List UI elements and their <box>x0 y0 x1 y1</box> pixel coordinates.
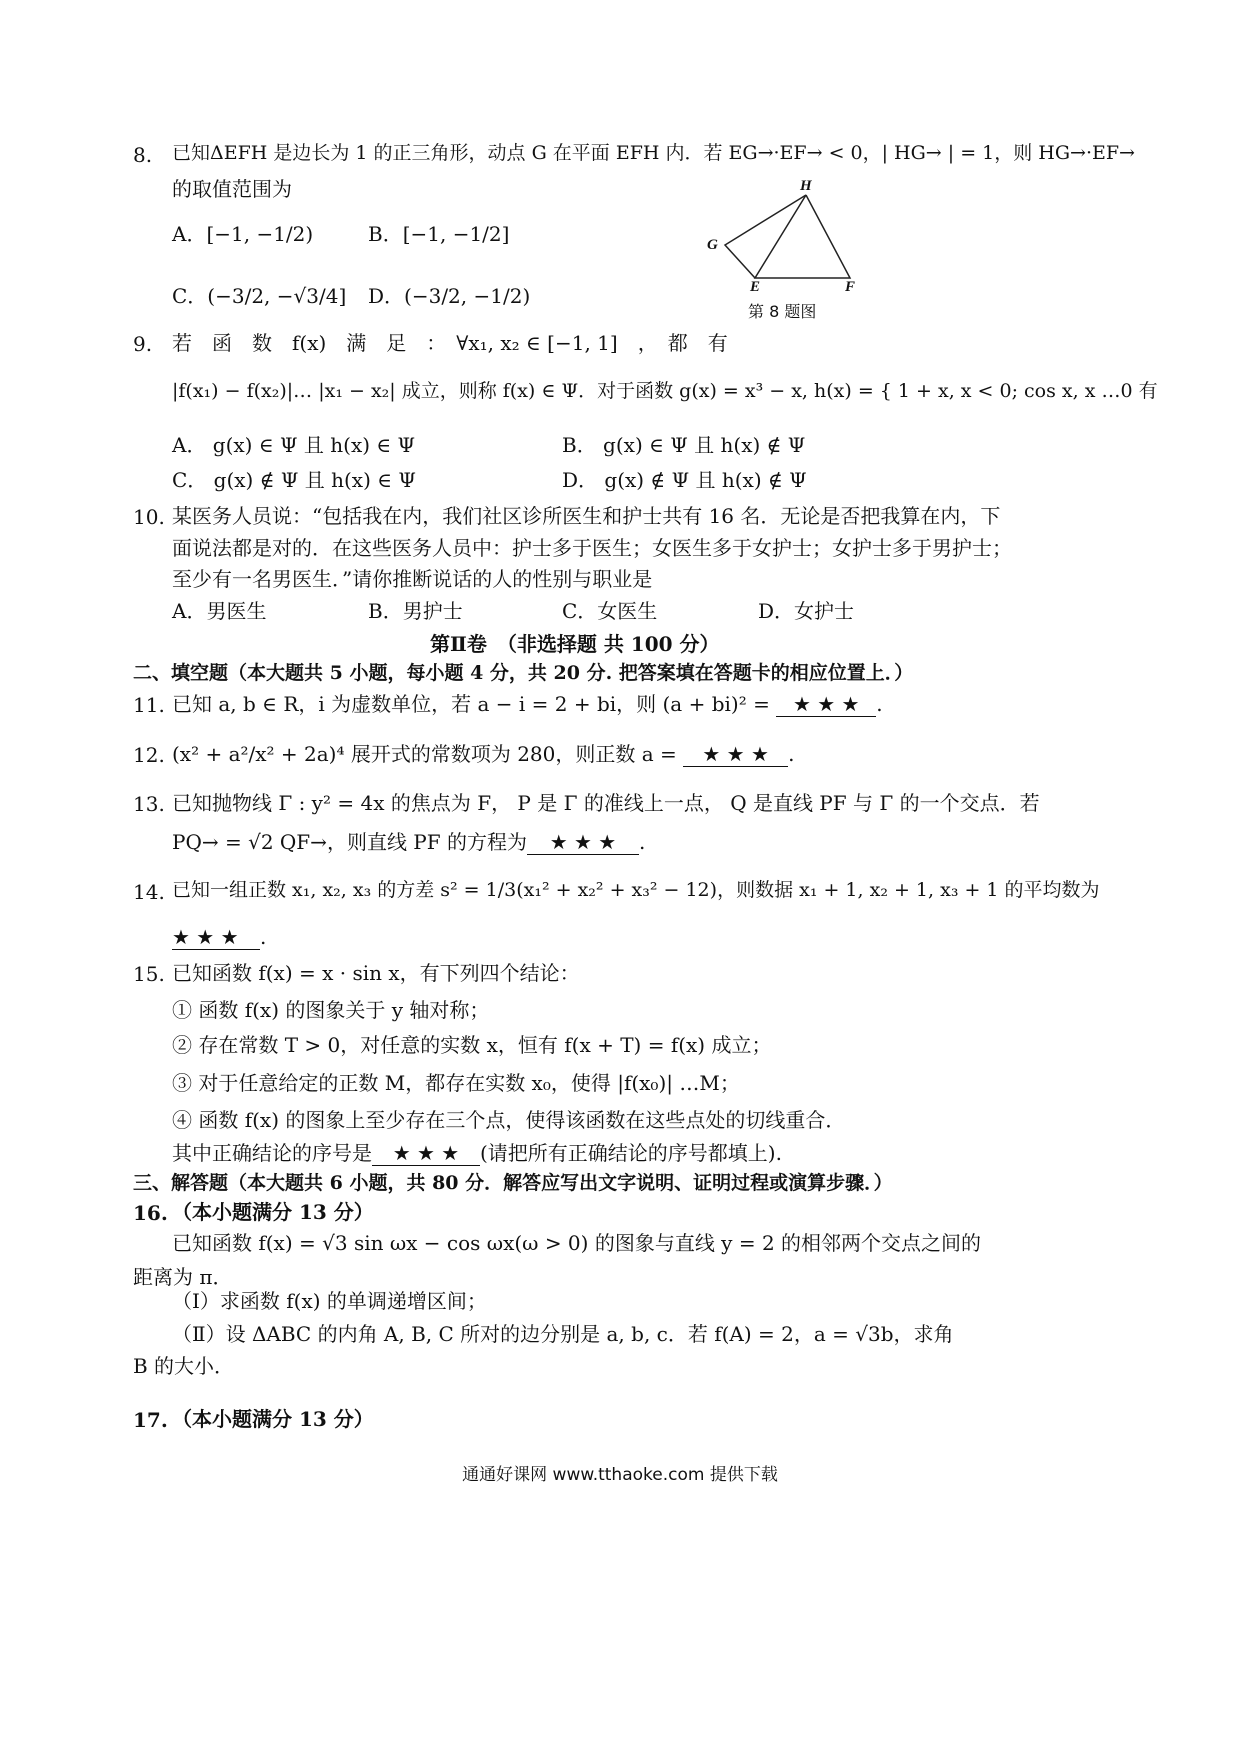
q9-option-d: D． g(x) ∉ Ψ 且 h(x) ∉ Ψ <box>562 468 807 492</box>
section3-title: 三、解答题（本大题共 6 小题，共 80 分．解答应写出文字说明、证明过程或演算步骤．） <box>133 1172 893 1194</box>
q11-number: 11. <box>133 693 165 717</box>
q13-line2 <box>172 830 645 855</box>
q10-line1: 某医务人员说：“包括我在内，我们社区诊所医生和护士共有 16 名．无论是否把我算在内，下 <box>172 504 1001 528</box>
q16-heading: （本小题满分 13 分） <box>172 1200 374 1224</box>
q15-number: 15. <box>133 962 165 986</box>
q12-text <box>172 742 795 767</box>
q13-answer-blank: ★ ★ ★ <box>527 830 639 855</box>
q15-item-4: ④ 函数 f(x) 的图象上至少存在三个点，使得该函数在这些点处的切线重合． <box>172 1108 846 1132</box>
q17-number: 17. <box>133 1408 168 1432</box>
q16-part2: （Ⅱ）设 ΔABC 的内角 A, B, C 所对的边分别是 a, b, c．若 f(A) = 2，a = √3b，求角 <box>172 1322 954 1346</box>
segment-hge <box>725 195 806 278</box>
q11-answer-blank: ★ ★ ★ <box>776 692 876 717</box>
section2-title: 二、填空题（本大题共 5 小题，每小题 4 分，共 20 分. 把答案填在答题卡的相应位置上．） <box>133 662 914 684</box>
part2-title: 第Ⅱ卷 （非选择题 共 100 分） <box>430 632 720 656</box>
q10-line3: 至少有一名男医生．”请你推断说话的人的性别与职业是 <box>172 567 653 591</box>
q15-last-prefix: 其中正确结论的序号是 <box>172 1141 372 1165</box>
q16-line2: 距离为 π． <box>133 1265 233 1289</box>
q12-number: 12. <box>133 743 165 767</box>
q16-part1: （Ⅰ）求函数 f(x) 的单调递增区间； <box>172 1289 487 1313</box>
q10-number: 10. <box>133 505 165 529</box>
q15-stem: 已知函数 f(x) = x · sin x，有下列四个结论： <box>172 961 580 985</box>
figure-label-e: E <box>750 279 761 295</box>
q11-stem: 已知 a, b ∈ R，i 为虚数单位，若 a − i = 2 + bi，则 (a + bi)² = <box>172 692 777 716</box>
figure-label-f: F <box>845 279 856 295</box>
q13-number: 13. <box>133 792 165 816</box>
q8-triangle-figure <box>700 175 880 295</box>
page-footer: 通通好课网 www.tthaoke.com 提供下载 <box>462 1465 778 1485</box>
q12-stem: (x² + a²/x² + 2a)⁴ 展开式的常数项为 280，则正数 a = <box>172 742 684 766</box>
q16-number: 16. <box>133 1201 168 1225</box>
q15-answer-blank: ★ ★ ★ <box>372 1141 480 1166</box>
triangle-efh <box>755 195 850 278</box>
q15-item-1: ① 函数 f(x) 的图象关于 y 轴对称； <box>172 998 490 1022</box>
q16-line1: 已知函数 f(x) = √3 sin ωx − cos ωx(ω > 0) 的图象与直线 y = 2 的相邻两个交点之间的 <box>172 1231 982 1255</box>
q9-stem-line1: 若 函 数 f(x) 满 足 ： ∀x₁, x₂ ∈ [−1, 1] ， 都 有 <box>172 331 728 355</box>
q8-option-d: D．(−3/2, −1/2) <box>368 284 531 308</box>
q16-part2-cont: B 的大小． <box>133 1354 235 1378</box>
q15-item-3: ③ 对于任意给定的正数 M，都存在实数 x₀，使得 |f(x₀)| …M； <box>172 1071 740 1095</box>
q8-stem-line1: 已知ΔEFH 是边长为 1 的正三角形，动点 G 在平面 EFH 内．若 EG→·EF→ < 0，| HG→ | = 1，则 HG→·EF→ <box>172 142 1135 164</box>
q12-end: . <box>788 742 795 766</box>
q17-heading: （本小题满分 13 分） <box>172 1407 374 1431</box>
q8-option-b: B．[−1, −1/2] <box>368 222 510 246</box>
q14-answer-blank: ★ ★ ★ <box>172 925 260 950</box>
q9-option-a: A． g(x) ∈ Ψ 且 h(x) ∈ Ψ <box>172 433 416 457</box>
q10-option-a: A．男医生 <box>172 599 267 623</box>
q8-option-c: C．(−3/2, −√3/4] <box>172 284 347 308</box>
q13-stem: PQ→ = √2 QF→，则直线 PF 的方程为 <box>172 830 527 854</box>
q11-text <box>172 692 883 717</box>
q10-option-d: D．女护士 <box>758 599 855 623</box>
q9-number: 9. <box>133 332 153 356</box>
q8-stem-line2: 的取值范围为 <box>172 177 292 201</box>
q15-answer-line <box>172 1141 782 1166</box>
q12-answer-blank: ★ ★ ★ <box>683 742 788 767</box>
q13-line1: 已知抛物线 Γ : y² = 4x 的焦点为 F， P 是 Γ 的准线上一点， Q 是直线 PF 与 Γ 的一个交点．若 <box>172 791 1040 815</box>
figure-label-h: H <box>800 178 812 194</box>
q14-line1: 已知一组正数 x₁, x₂, x₃ 的方差 s² = 1/3(x₁² + x₂² + x₃² − 12)，则数据 x₁ + 1, x₂ + 1, x₃ + 1 的平均数为 <box>172 879 1100 901</box>
q8-option-a: A．[−1, −1/2) <box>172 222 314 246</box>
q15-item-2: ② 存在常数 T > 0，对任意的实数 x，恒有 f(x + T) = f(x) 成立； <box>172 1033 772 1057</box>
q14-number: 14. <box>133 880 165 904</box>
q14-end: . <box>260 925 267 949</box>
q11-end: . <box>876 692 883 716</box>
q8-number: 8. <box>133 143 153 167</box>
q9-option-c: C． g(x) ∉ Ψ 且 h(x) ∈ Ψ <box>172 468 416 492</box>
q9-stem-line2: |f(x₁) − f(x₂)|… |x₁ − x₂| 成立，则称 f(x) ∈ Ψ．对于函数 g(x) = x³ − x, h(x) = { 1 + x, x < 0; cos x, x …0 有 <box>172 380 1158 402</box>
figure-label-g: G <box>707 237 718 253</box>
figure-caption: 第 8 题图 <box>748 302 817 321</box>
q13-end: . <box>639 830 646 854</box>
q10-line2: 面说法都是对的．在这些医务人员中：护士多于医生；女医生多于女护士；女护士多于男护士； <box>172 536 1012 560</box>
q9-option-b: B． g(x) ∈ Ψ 且 h(x) ∉ Ψ <box>562 433 806 457</box>
q14-line2 <box>172 925 266 950</box>
q10-option-b: B．男护士 <box>368 599 463 623</box>
q10-option-c: C．女医生 <box>562 599 658 623</box>
q15-last-suffix: (请把所有正确结论的序号都填上). <box>480 1141 782 1165</box>
